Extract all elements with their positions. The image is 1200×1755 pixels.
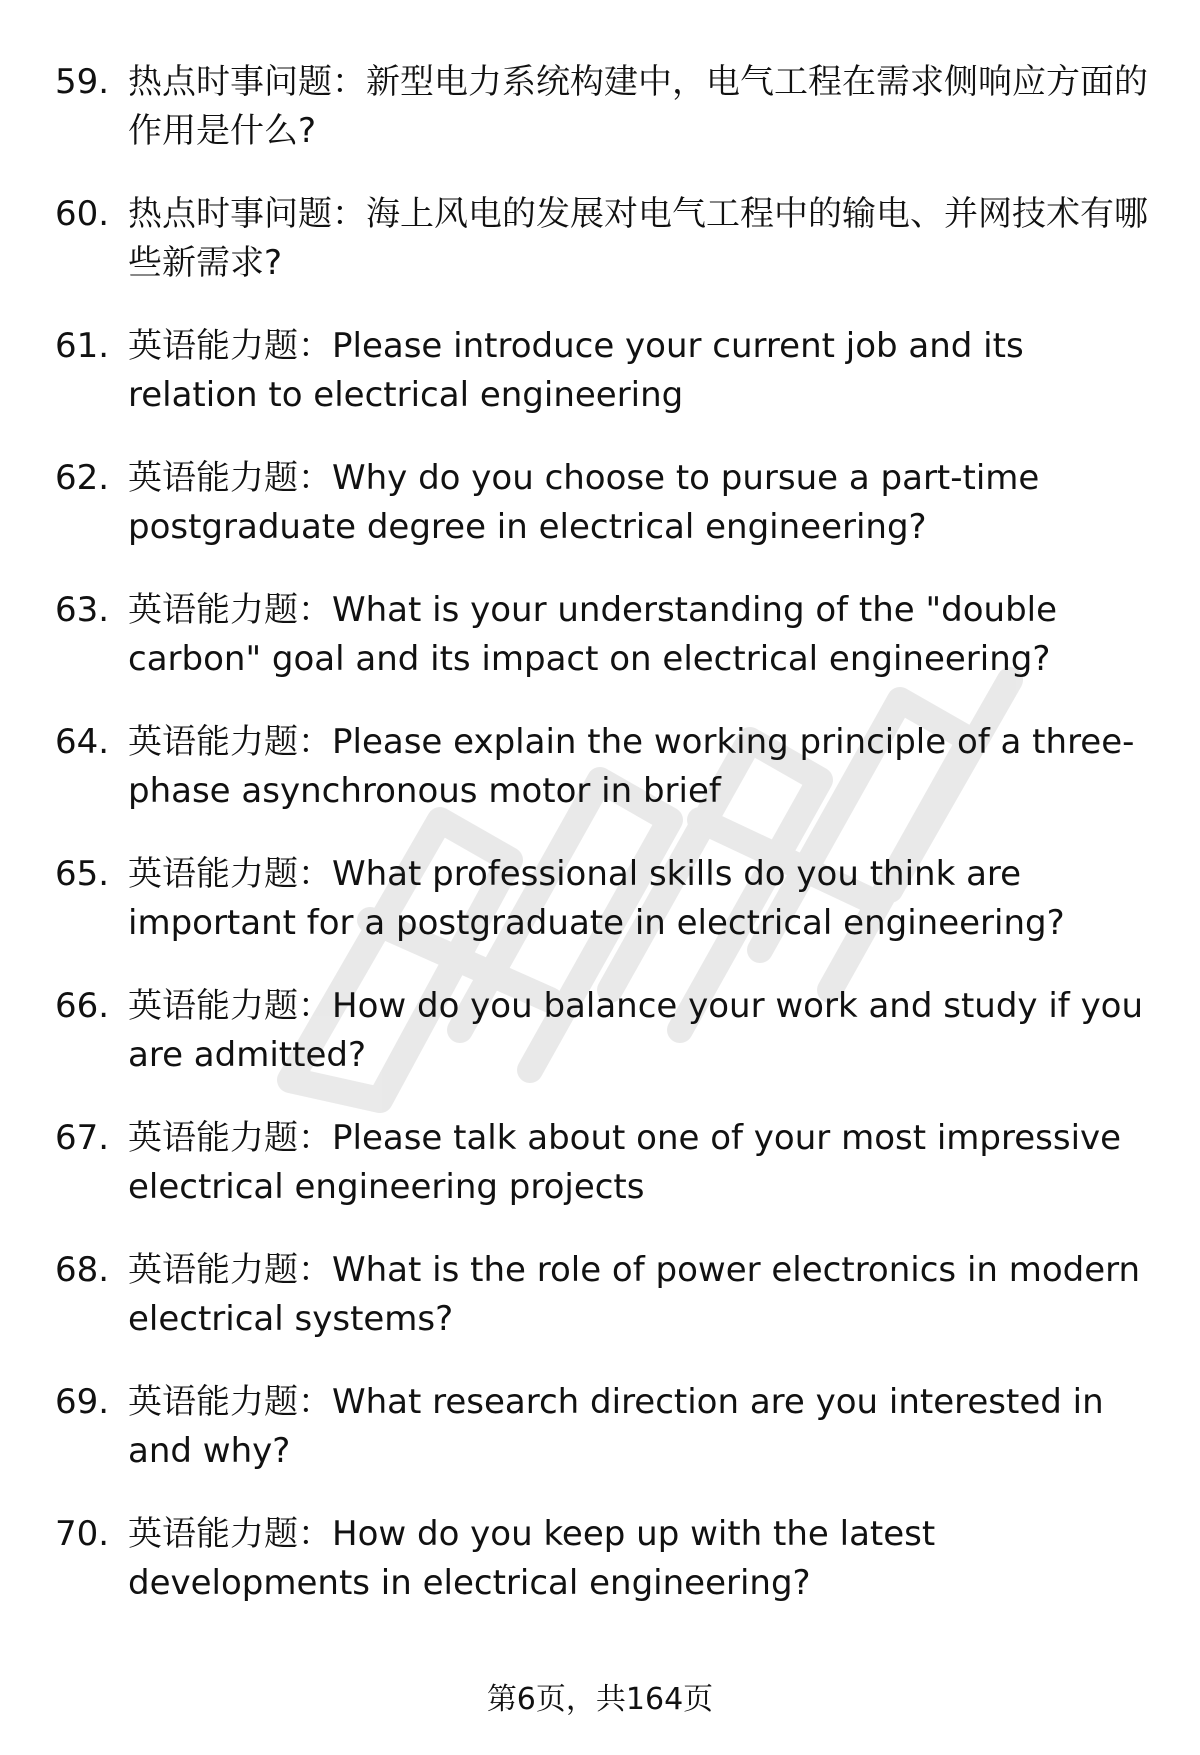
question-number: 60. (55, 194, 110, 234)
question-item (0, 58, 1200, 190)
question-item (0, 454, 1200, 586)
question-text: 英语能力题：Please introduce your current job and its relation to electrical engineering (128, 326, 1024, 415)
question-number: 70. (55, 1514, 110, 1554)
question-item (0, 1246, 1200, 1378)
question-item (0, 1378, 1200, 1510)
question-number: 66. (55, 986, 110, 1026)
question-number: 64. (55, 722, 110, 762)
question-text: 英语能力题：Why do you choose to pursue a part-time postgraduate degree in electrical engineering? (128, 458, 1040, 547)
question-number: 61. (55, 326, 110, 366)
question-number: 65. (55, 854, 110, 894)
question-number: 68. (55, 1250, 110, 1290)
question-text: 英语能力题：What research direction are you interested in and why? (128, 1382, 1104, 1471)
question-number: 67. (55, 1118, 110, 1158)
question-item (0, 1114, 1200, 1246)
question-item (0, 850, 1200, 982)
question-number: 59. (55, 62, 110, 102)
question-number: 62. (55, 458, 110, 498)
page-indicator: 第6页，共164页 (486, 1682, 714, 1717)
question-text: 热点时事问题：海上风电的发展对电气工程中的输电、并网技术有哪些新需求? (128, 194, 1148, 283)
question-text: 英语能力题：How do you keep up with the latest developments in electrical engineering? (128, 1514, 936, 1603)
question-text: 热点时事问题：新型电力系统构建中，电气工程在需求侧响应方面的作用是什么? (128, 62, 1148, 151)
question-item (0, 190, 1200, 322)
question-item (0, 718, 1200, 850)
question-text: 英语能力题：What is your understanding of the "double carbon" goal and its impact on electrical engineering? (128, 590, 1058, 679)
question-list (0, 58, 1200, 1642)
question-item (0, 322, 1200, 454)
question-text: 英语能力题：Please talk about one of your most impressive electrical engineering projects (128, 1118, 1122, 1207)
question-item (0, 982, 1200, 1114)
question-item (0, 586, 1200, 718)
question-text: 英语能力题：Please explain the working principle of a three-phase asynchronous motor in brief (128, 722, 1135, 811)
question-number: 63. (55, 590, 110, 630)
question-text: 英语能力题：What is the role of power electronics in modern electrical systems? (128, 1250, 1141, 1339)
question-item (0, 1510, 1200, 1642)
question-number: 69. (55, 1382, 110, 1422)
question-text: 英语能力题：How do you balance your work and study if you are admitted? (128, 986, 1144, 1075)
question-text: 英语能力题：What professional skills do you think are important for a postgraduate in electrical engineering? (128, 854, 1065, 943)
